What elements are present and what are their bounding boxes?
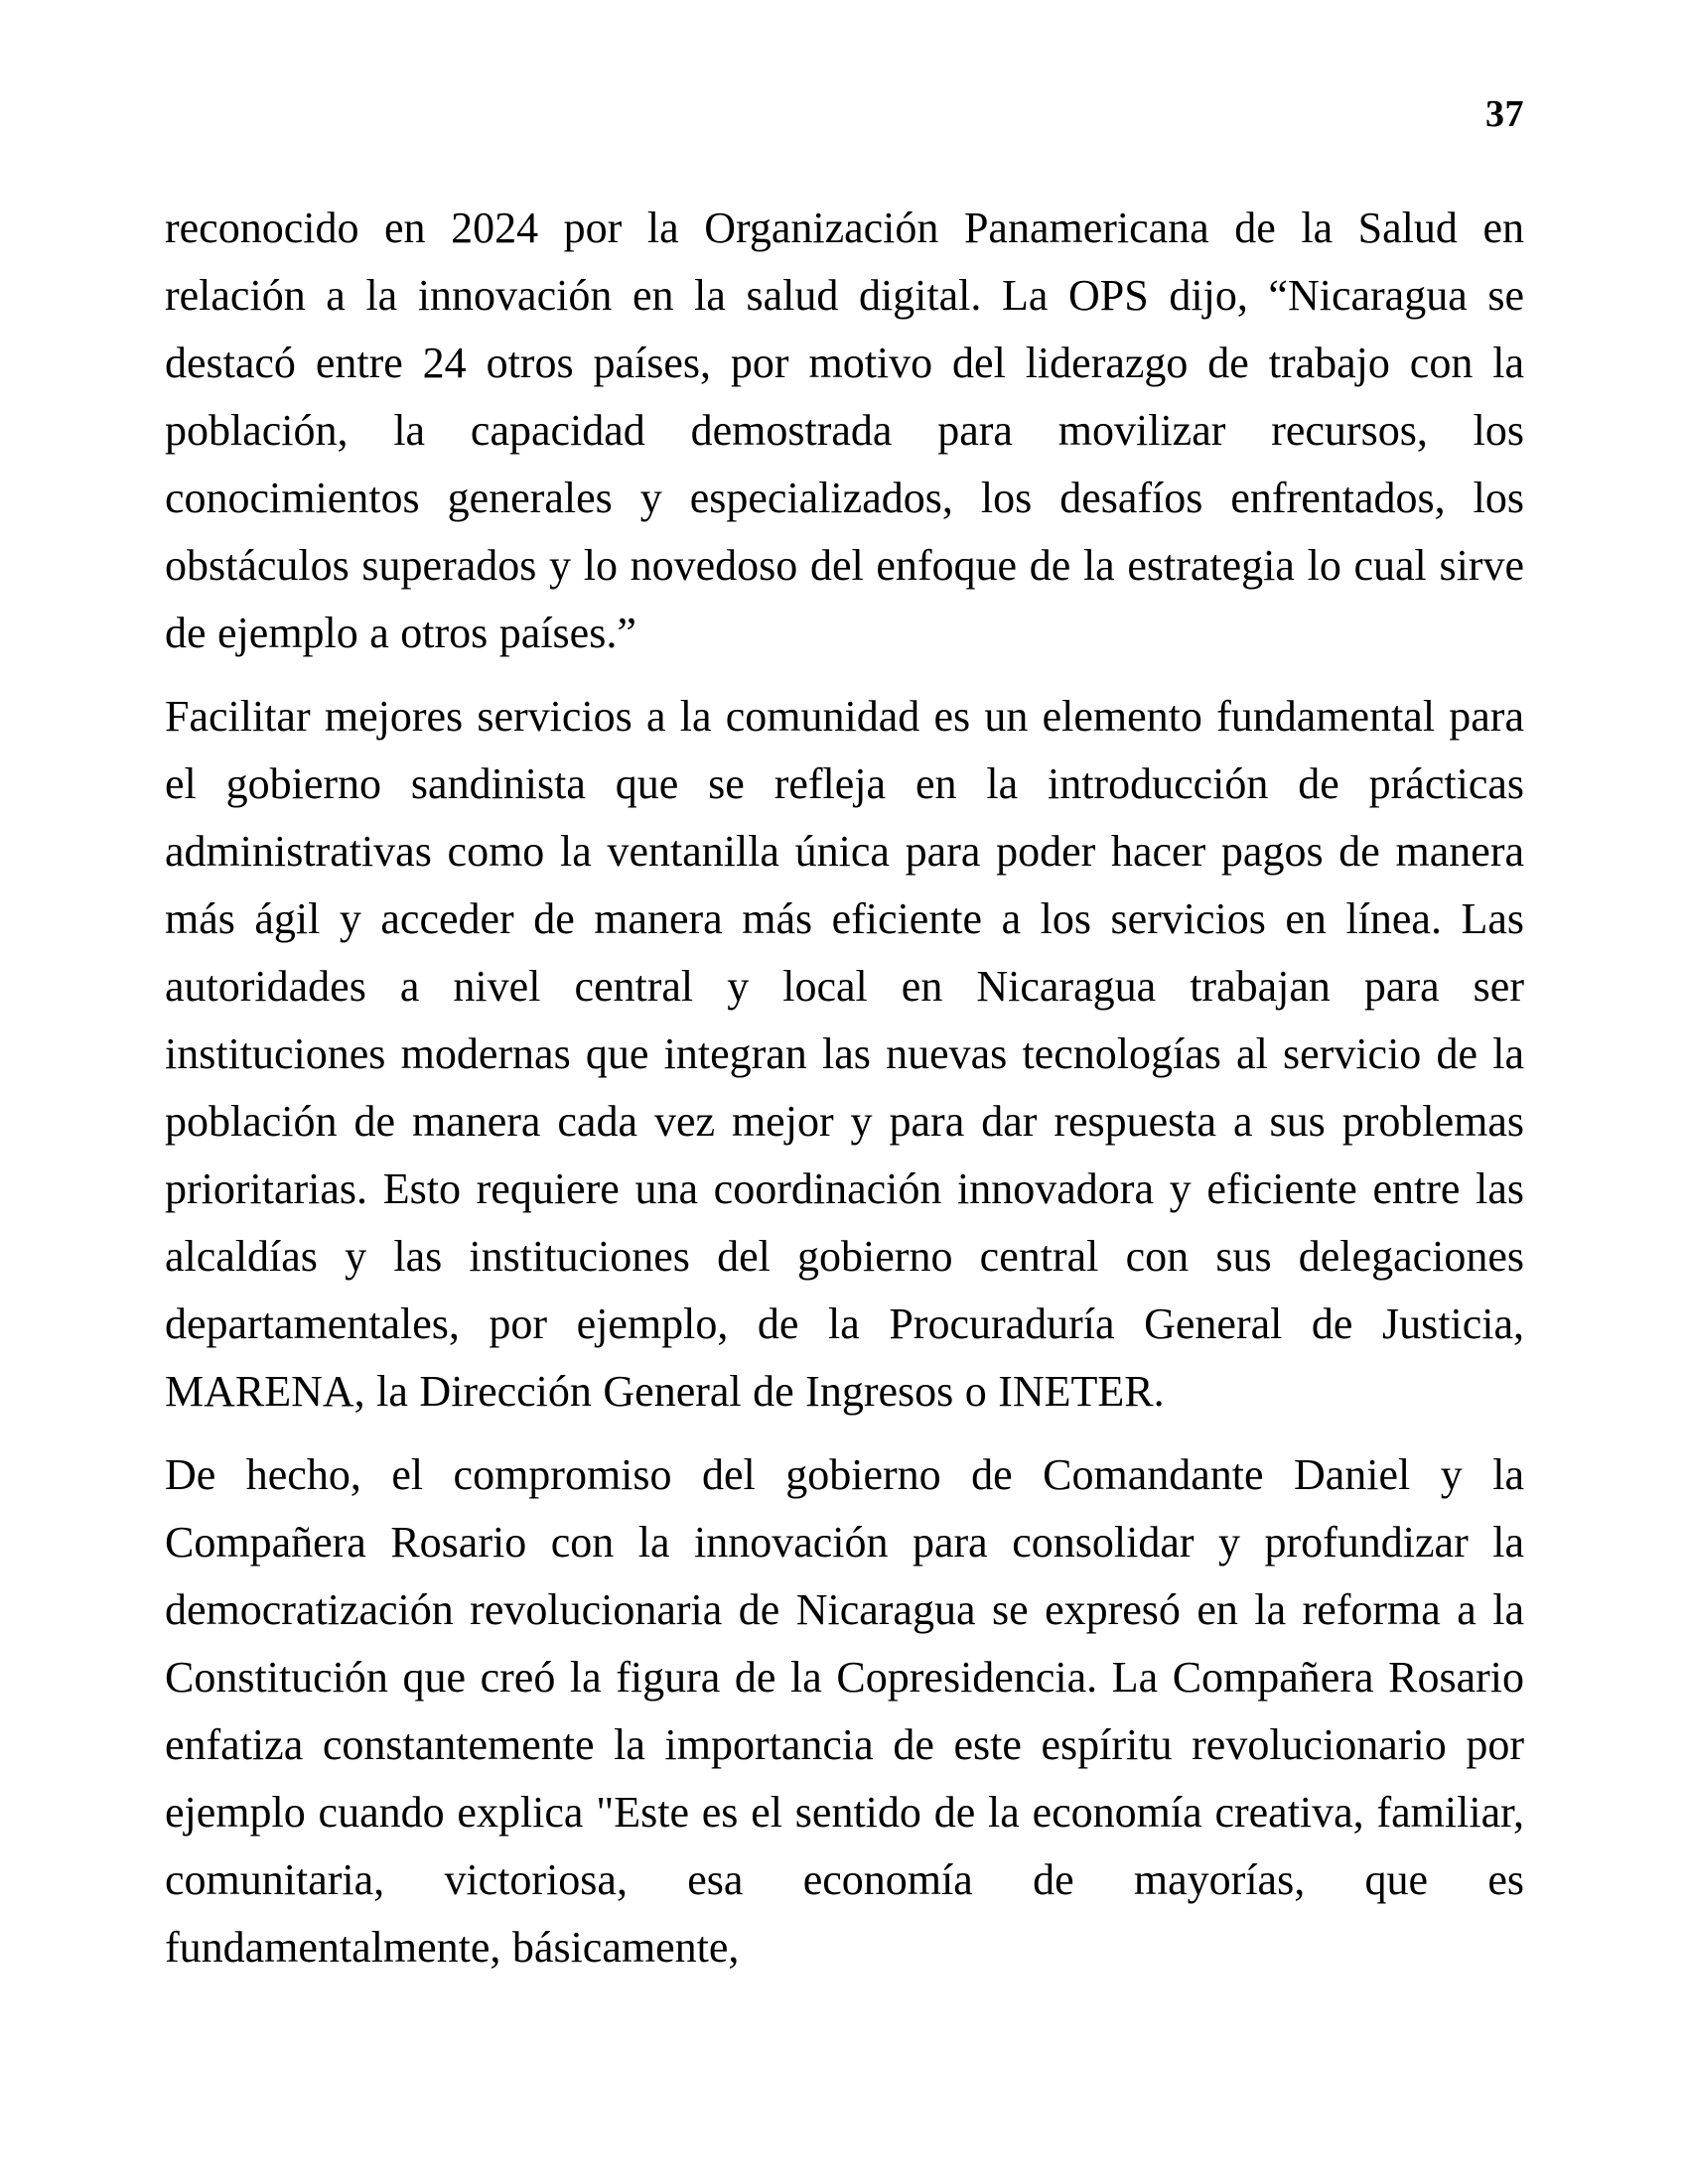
body-text-column xyxy=(165,195,1524,1981)
body-paragraph-2: Facilitar mejores servicios a la comunidad es un elemento fundamental para el gobierno sandinista que se refleja en la introducción de prácticas administrativas como la ventanilla única para poder hacer pagos de manera más ágil y acceder de manera más eficiente a los servicios en línea. Las autoridades a nivel central y local en Nicaragua trabajan para ser instituciones modernas que integran las nuevas tecnologías al servicio de la población de manera cada vez mejor y para dar respuesta a sus problemas prioritarias. Esto requiere una coordinación innovadora y eficiente entre las alcaldías y las instituciones del gobierno central con sus delegaciones departamentales, por ejemplo, de la Procuraduría General de Justicia, MARENA, la Dirección General de Ingresos o INETER. xyxy=(165,692,1524,1416)
page-number: 37 xyxy=(1485,93,1524,135)
body-paragraph-3: De hecho, el compromiso del gobierno de Comandante Daniel y la Compañera Rosario con la innovación para consolidar y profundizar la democratización revolucionaria de Nicaragua se expresó en la reforma a la Constitución que creó la figura de la Copresidencia. La Compañera Rosario enfatiza constantemente la importancia de este espíritu revolucionario por ejemplo cuando explica "Este es el sentido de la economía creativa, familiar, comunitaria, victoriosa, esa economía de mayorías, que es fundamentalmente, básicamente, xyxy=(165,1450,1524,1972)
page-header xyxy=(165,95,1524,133)
body-paragraph-1: reconocido en 2024 por la Organización Panamericana de la Salud en relación a la innovación en la salud digital. La OPS dijo, “Nicaragua se destacó entre 24 otros países, por motivo del liderazgo de trabajo con la población, la capacidad demostrada para movilizar recursos, los conocimientos generales y especializados, los desafíos enfrentados, los obstáculos superados y lo novedoso del enfoque de la estrategia lo cual sirve de ejemplo a otros países.” xyxy=(165,204,1524,657)
